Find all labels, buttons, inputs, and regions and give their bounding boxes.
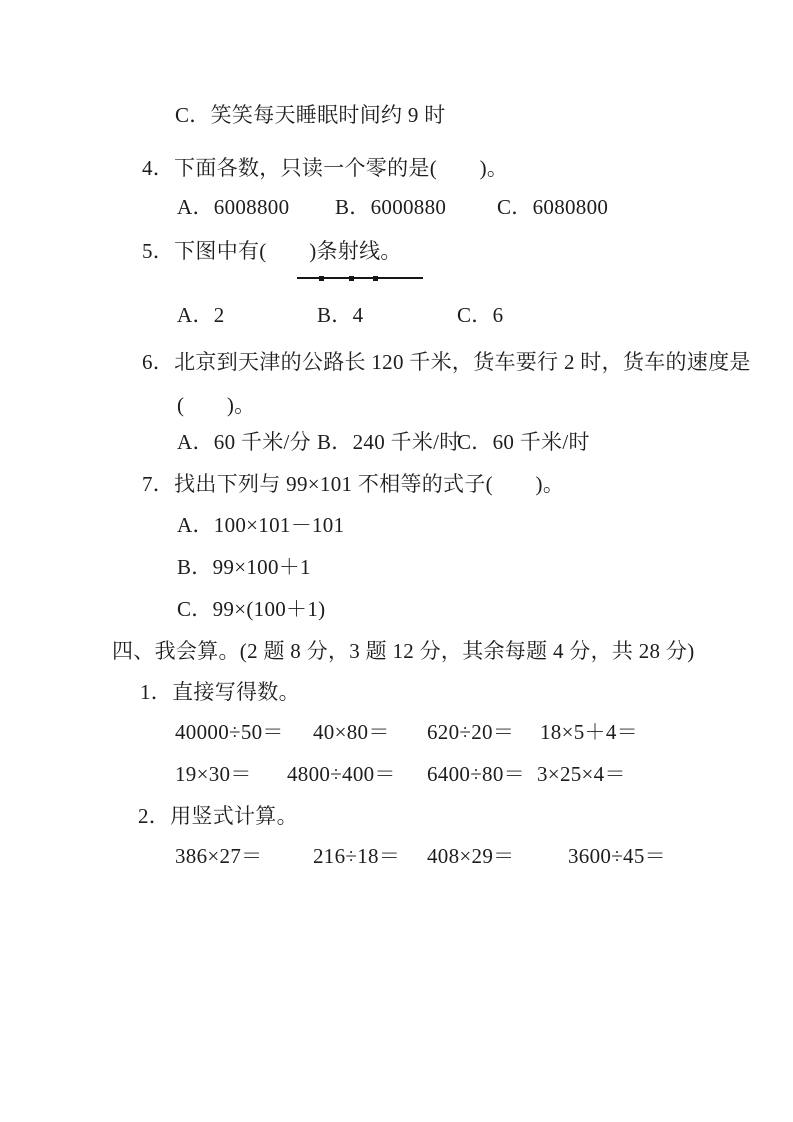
calc-expression: 3×25×4＝ bbox=[537, 762, 626, 786]
q6-title-line1: 6．北京到天津的公路长 120 千米，货车要行 2 时，货车的速度是 bbox=[142, 350, 751, 374]
calc-expression: 40000÷50＝ bbox=[175, 720, 284, 744]
q5-option-c: C．6 bbox=[457, 303, 504, 327]
q4-option-b: B．6000880 bbox=[335, 195, 447, 219]
q5-option-b: B．4 bbox=[317, 303, 364, 327]
calc-expression: 40×80＝ bbox=[313, 720, 390, 744]
q4-option-a: A．6008800 bbox=[177, 195, 290, 219]
q7-title: 7．找出下列与 99×101 不相等的式子( )。 bbox=[142, 472, 565, 496]
q7-option-a: A．100×101－101 bbox=[177, 513, 345, 537]
calc-expression: 6400÷80＝ bbox=[427, 762, 525, 786]
calc-expression: 19×30＝ bbox=[175, 762, 252, 786]
section4-title: 四、我会算。(2 题 8 分，3 题 12 分，其余每题 4 分，共 28 分) bbox=[112, 639, 695, 663]
q4-option-c: C．6080800 bbox=[497, 195, 609, 219]
q7-option-c: C．99×(100＋1) bbox=[177, 597, 326, 621]
q6-title-line2: ( )。 bbox=[177, 393, 256, 417]
calc-expression: 4800÷400＝ bbox=[287, 762, 396, 786]
q5-ray-figure bbox=[297, 275, 423, 281]
q6-option-b: B．240 千米/时 bbox=[317, 430, 461, 454]
q4-title: 4．下面各数，只读一个零的是( )。 bbox=[142, 156, 509, 180]
q5-option-a: A．2 bbox=[177, 303, 225, 327]
calc-expression: 216÷18＝ bbox=[313, 844, 401, 868]
calc-expression: 3600÷45＝ bbox=[568, 844, 666, 868]
q3-option-c: C．笑笑每天睡眠时间约 9 时 bbox=[175, 103, 446, 127]
calc-expression: 620÷20＝ bbox=[427, 720, 515, 744]
section4-sub2-title: 2．用竖式计算。 bbox=[138, 804, 298, 828]
q7-option-b: B．99×100＋1 bbox=[177, 555, 311, 579]
figure-point bbox=[373, 276, 378, 281]
calc-expression: 386×27＝ bbox=[175, 844, 263, 868]
q5-title: 5．下图中有( )条射线。 bbox=[142, 239, 402, 263]
figure-point bbox=[349, 276, 354, 281]
q6-option-c: C．60 千米/时 bbox=[457, 430, 590, 454]
section4-sub1-title: 1．直接写得数。 bbox=[140, 680, 300, 704]
calc-expression: 408×29＝ bbox=[427, 844, 515, 868]
figure-point bbox=[319, 276, 324, 281]
figure-line bbox=[297, 277, 423, 279]
q6-option-a: A．60 千米/分 bbox=[177, 430, 311, 454]
calc-expression: 18×5＋4＝ bbox=[540, 720, 638, 744]
